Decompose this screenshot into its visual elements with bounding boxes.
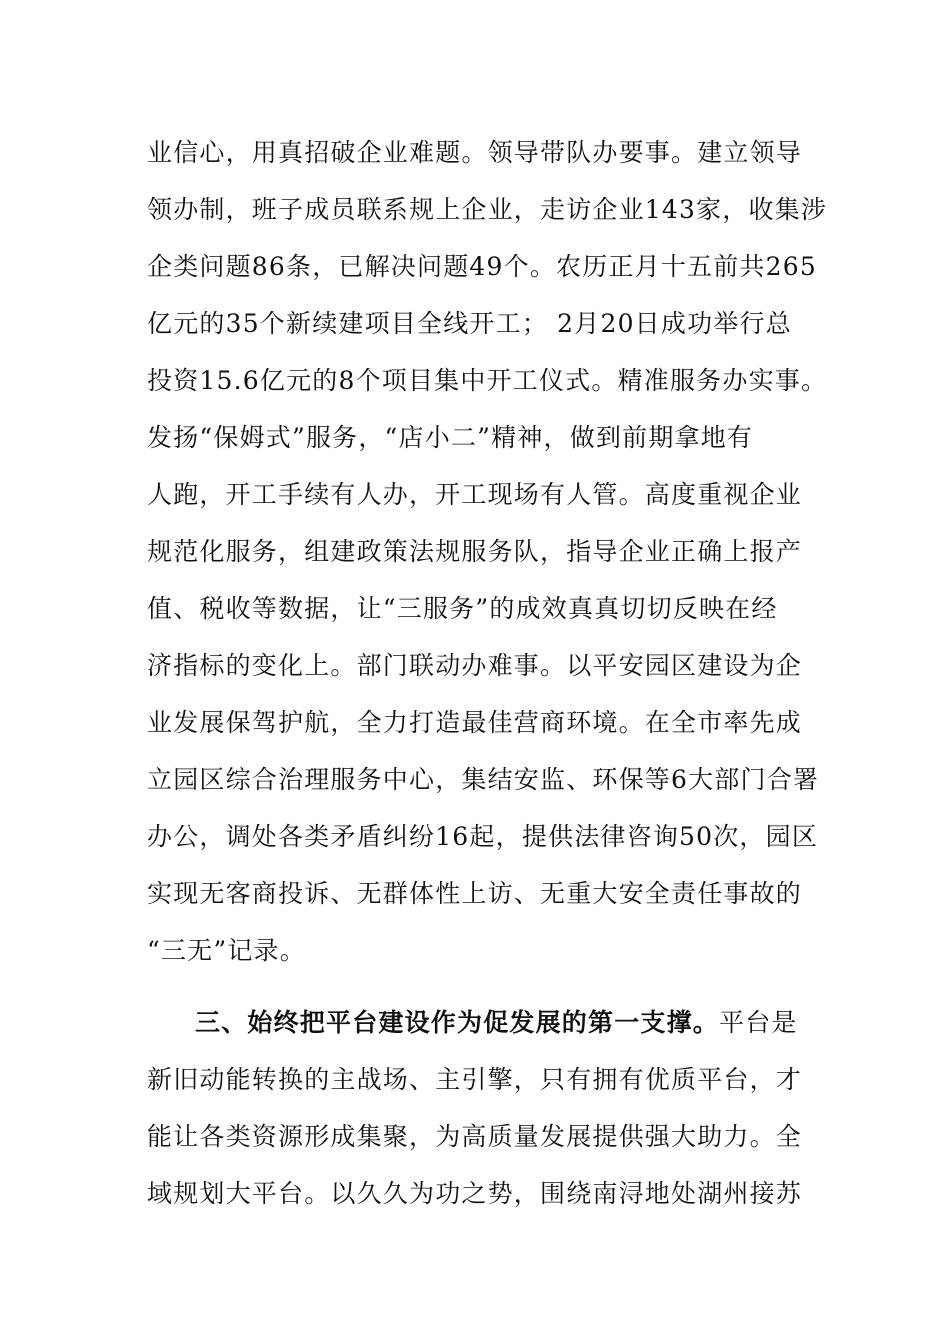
paragraph-line: 新旧动能转换的主战场、主引擎，只有拥有优质平台，才	[147, 1065, 803, 1094]
section-heading: 三、始终把平台建设作为促发展的第一支撑。	[195, 1008, 720, 1037]
paragraph-line: 立园区综合治理服务中心，集结安监、环保等6大部门合署	[147, 765, 820, 794]
paragraph-line: 业发展保驾护航，全力打造最佳营商环境。在全市率先成	[147, 708, 803, 737]
paragraph-line: 企类问题86条，已解决问题49个。农历正月十五前共265	[147, 252, 817, 281]
paragraph-line: 发扬“保姆式”服务，“店小二”精神，做到前期拿地有	[147, 423, 754, 452]
paragraph-line: 济指标的变化上。部门联动办难事。以平安园区建设为企	[147, 651, 803, 680]
section-heading-line	[195, 1008, 798, 1038]
paragraph-line: 办公，调处各类矛盾纠纷16起，提供法律咨询50次，园区	[147, 822, 819, 851]
paragraph-line: 人跑，开工手续有人办，开工现场有人管。高度重视企业	[147, 480, 803, 509]
paragraph-line: 域规划大平台。以久久为功之势，围绕南浔地处湖州接苏	[147, 1179, 803, 1208]
section-heading-continuation: 平台是	[719, 1008, 798, 1037]
paragraph-line: 业信心，用真招破企业难题。领导带队办要事。建立领导	[147, 138, 803, 167]
paragraph-line: 实现无客商投诉、无群体性上访、无重大安全责任事故的	[147, 879, 803, 908]
paragraph-line: 亿元的35个新续建项目全线开工； 2月20日成功举行总	[147, 309, 792, 338]
paragraph-line: 投资15.6亿元的8个项目集中开工仪式。精准服务办实事。	[147, 366, 828, 395]
paragraph-line: 能让各类资源形成集聚，为高质量发展提供强大助力。全	[147, 1122, 803, 1151]
paragraph-line: “三无”记录。	[147, 936, 306, 965]
paragraph-line: 规范化服务，组建政策法规服务队，指导企业正确上报产	[147, 537, 803, 566]
paragraph-line: 值、税收等数据，让“三服务”的成效真真切切反映在经	[147, 594, 778, 623]
paragraph-line: 领办制，班子成员联系规上企业，走访企业143家，收集涉	[147, 195, 828, 224]
